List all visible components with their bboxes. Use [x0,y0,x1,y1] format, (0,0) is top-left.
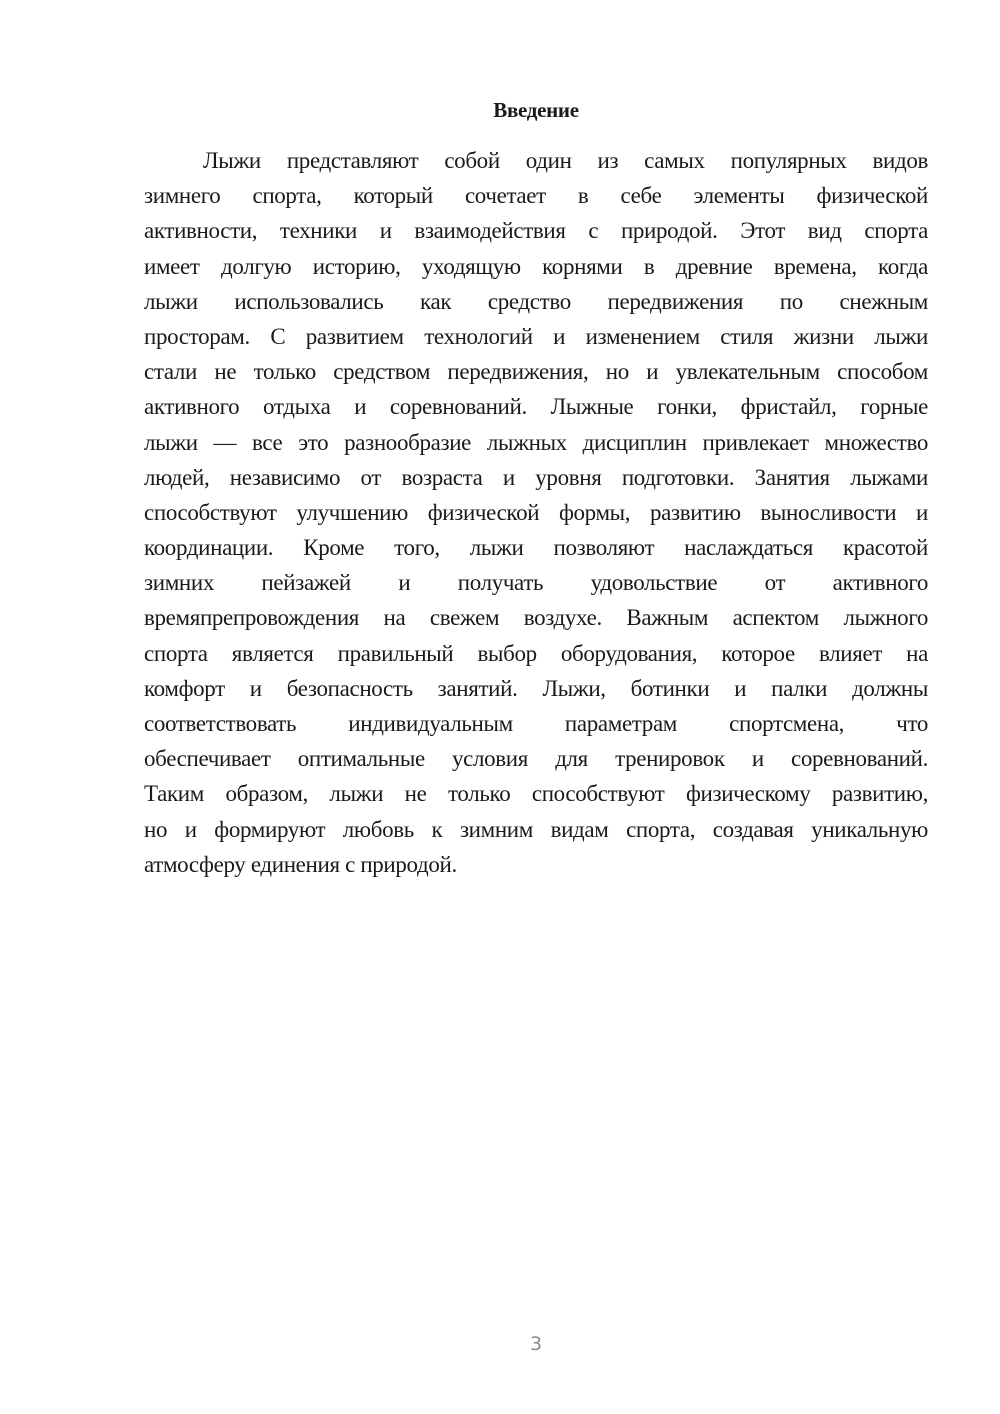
paragraph-line: имеет долгую историю, уходящую корнями в древние времена, когда [144,253,928,279]
paragraph-line: Таким образом, лыжи не только способствуют физическому развитию, [144,781,928,807]
paragraph-line: координации. Кроме того, лыжи позволяют наслаждаться красотой [144,535,928,561]
paragraph-line: людей, независимо от возраста и уровня подготовки. Занятия лыжами [144,464,928,490]
paragraph-line: стали не только средством передвижения, но и увлекательным способом [144,359,928,385]
section-title: Введение [493,98,579,122]
paragraph-line: обеспечивает оптимальные условия для тренировок и соревнований. [144,746,928,772]
page-number: 3 [529,1333,543,1355]
paragraph-line: соответствовать индивидуальным параметрам спортсмена, что [144,711,928,736]
paragraph-line: активности, техники и взаимодействия с природой. Этот вид спорта [144,218,928,244]
paragraph-line: времяпрепровождения на свежем воздухе. Важным аспектом лыжного [144,605,928,631]
paragraph-line: комфорт и безопасность занятий. Лыжи, ботинки и палки должны [144,675,928,701]
paragraph-line: зимних пейзажей и получать удовольствие от активного [144,570,928,596]
paragraph-line: способствуют улучшению физической формы, развитию выносливости и [144,499,928,525]
paragraph-line: лыжи — все это разнообразие лыжных дисциплин привлекает множество [144,429,928,455]
paragraph-line: лыжи использовались как средство передвижения по снежным [144,288,928,314]
intro-paragraph [144,143,928,882]
paragraph-line: но и формируют любовь к зимним видам спорта, создавая уникальную [144,816,928,842]
paragraph-line: Лыжи представляют собой один из самых популярных видов [203,148,928,173]
paragraph-line: спорта является правильный выбор оборудования, которое влияет на [144,640,928,666]
paragraph-line: зимнего спорта, который сочетает в себе элементы физической [144,183,928,209]
paragraph-line: просторам. С развитием технологий и изменением стиля жизни лыжи [144,323,928,349]
paragraph-line: атмосферу единения с природой. [144,851,457,877]
paragraph-line: активного отдыха и соревнований. Лыжные гонки, фристайл, горные [144,394,928,420]
